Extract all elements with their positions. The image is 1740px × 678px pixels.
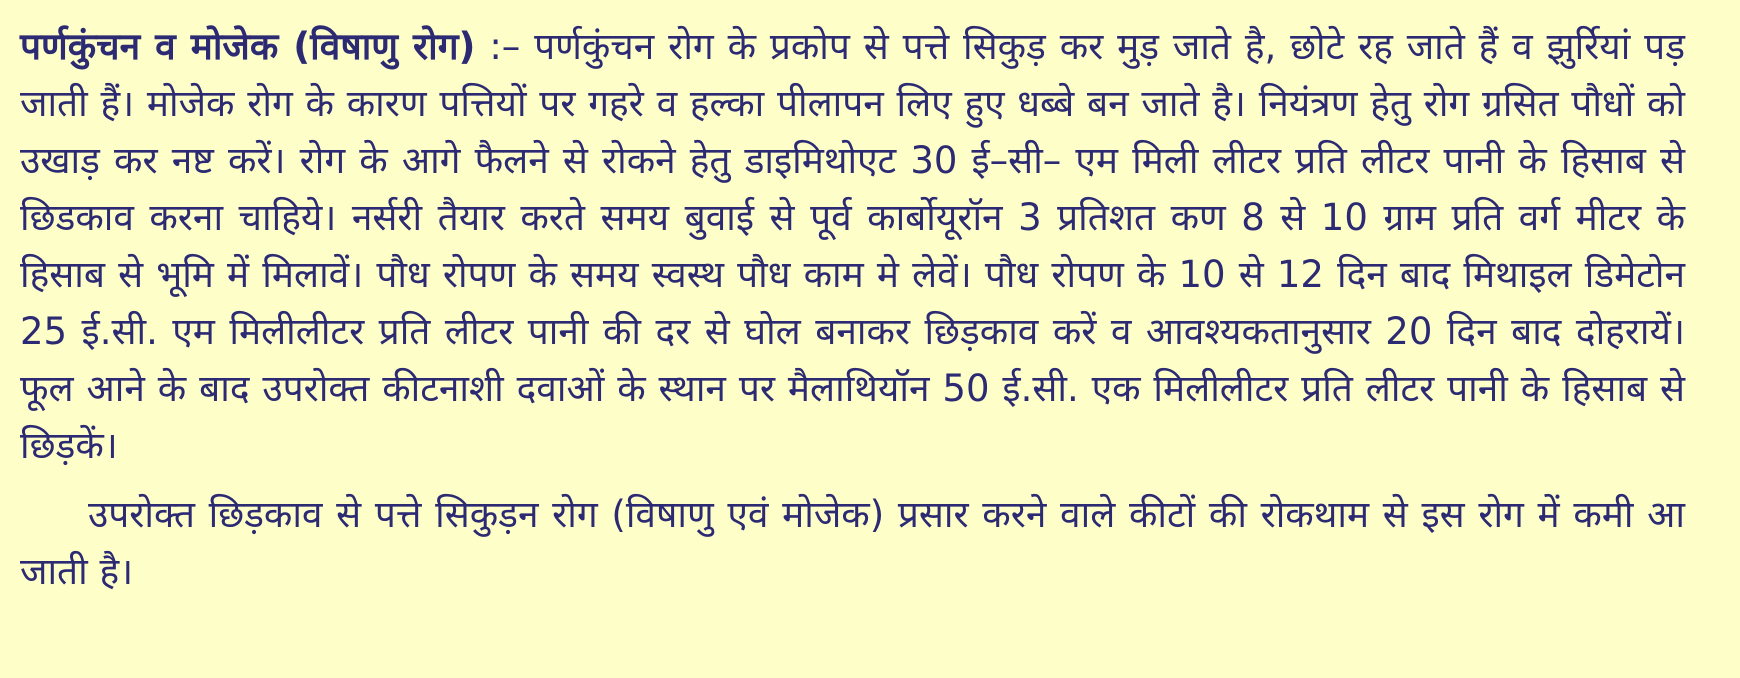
paragraph-leaf-curl-mosaic xyxy=(20,18,1685,474)
paragraph-summary: उपरोक्त छिड़काव से पत्ते सिकुड़न रोग (विषाणु एवं मोजेक) प्रसार करने वाले कीटों की रोकथाम से इस रोग में कमी आ जाती है। xyxy=(20,493,1685,593)
section-heading: पर्णकुंचन व मोजेक (विषाणु रोग) xyxy=(20,25,476,68)
paragraph-body-text: :– पर्णकुंचन रोग के प्रकोप से पत्ते सिकुड़ कर मुड़ जाते है, छोटे रह जाते हैं व झुर्रियां पड़ जाती हैं। मोजेक रोग के कारण पत्तियों पर गहरे व हल्का पीलापन लिए हुए धब्बे बन जाते है। नियंत्रण हेतु रोग ग्रसित पौधों को उखाड़ कर नष्ट करें। रोग के आगे फैलने से रोकने हेतु डाइमिथोएट 30 ई–सी– एम मिली लीटर प्रति लीटर पानी के हिसाब से छिडकाव करना चाहिये। नर्सरी तैयार करते समय बुवाई से पूर्व कार्बोयूरॉन 3 प्रतिशत कण 8 से 10 ग्राम प्रति वर्ग मीटर के हिसाब से भूमि में मिलावें। पौध रोपण के समय स्वस्थ पौध काम मे लेवें। पौध रोपण के 10 से 12 दिन बाद मिथाइल डिमेटोन 25 ई.सी. एम मिलीलीटर प्रति लीटर पानी की दर से घोल बनाकर छिड़काव करें व आवश्यकतानुसार 20 दिन बाद दोहरायें। फूल आने के बाद उपरोक्त कीटनाशी दवाओं के स्थान पर मैलाथियॉन 50 ई.सी. एक मिलीलीटर प्रति लीटर पानी के हिसाब से छिड़कें। xyxy=(20,25,1685,467)
